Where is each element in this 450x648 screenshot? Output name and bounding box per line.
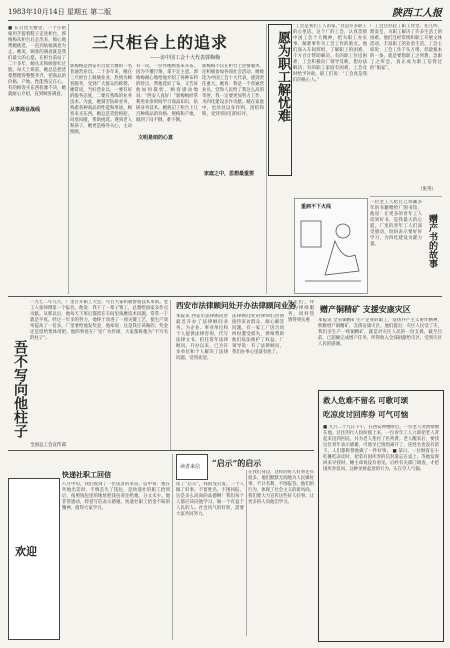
mid-rule <box>8 296 442 297</box>
main-column-3: 郭梅梅不仅在柜台上热情服务，还积极参加各项社会活动。她被选为中国工会十大代表，感到责任重大。她说：我是一个普通营业员，党和人民给了我这么高的荣誉，我一定要更加努力工作，为四化建设多作贡献。她在家庭中，也处处以身作则，团结和睦，受到邻居们的好评。 <box>202 64 264 117</box>
side-head-3: 家庭之中，思想最重要 <box>204 171 255 177</box>
right-box-text: ■ 九月二十九日下午，在西安钟楼附近，一位老人突然晕倒在地。过往的行人纷纷围上来，一位青年工人立即把老人背起来送到医院，并为老人垫付了医药费。老人醒来后，要找这位青年表示感谢，可他早已悄悄离开了，连姓名也没有留下。人们都称赞他做了一件好事。 ■ 某日，一位顾客在小吃摊吃凉皮时，把装有国库券的信封遗忘在桌上。等他发现回来寻找时，摊主却说没有看见。后经有关部门调查，才把国库券追回。这种见财起意的行为，实在令人气恼。 <box>323 425 439 472</box>
divider <box>370 196 442 197</box>
mid-story-col-2: 法律顾问处的律师们热情接待来访群众，耐心解答问题。有一家工厂因合同纠纷遭受损失，律师帮助他们依法维护了权益。厂领导说：有了法律顾问，我们办事心里就有底了。 <box>232 314 284 355</box>
credit-2: 全国总工会宣传部 <box>30 443 66 448</box>
header-rule <box>8 20 442 21</box>
divider <box>68 24 69 294</box>
right-vertical-head: 赠产书的故事 <box>427 214 437 268</box>
enlightenment-text-2: 在我们身边，这样的好人好事还有很多。他们默默无闻地为人民做好事，不计名利，不图报答。他们的行为，体现了社会主义的新风尚。我们要大力宣传这些好人好事，让更多的人向他们学习。 <box>248 470 314 505</box>
divider <box>170 300 171 450</box>
credit-1: （张英） <box>418 187 436 192</box>
cartoon-drawing <box>295 211 367 291</box>
divider <box>266 24 267 294</box>
date-line: 1983年10月14日 星期五 第二版 <box>8 8 112 16</box>
cartoon-illustration <box>294 198 368 294</box>
vertical-headline: 愿为职工解忧难 <box>275 31 290 122</box>
reader-letter-badge <box>176 454 208 480</box>
welcome-logo <box>8 478 60 640</box>
left-vertical-headline: 吾不写向他柱子 <box>12 340 28 438</box>
main-headline: 三尺柜台上的追求 <box>92 33 229 52</box>
poem-title: 快递社职工回信 <box>62 470 111 479</box>
cartoon-caption: 重病不下火线 <box>301 204 332 210</box>
right-column-text: 厂工会还办起了职工食堂、托儿所、理发室，为职工解决了许多生活上的困难。他们还经常组织职工开展文体活动，丰富职工的业余生活。工会主席说：工会工作千头万绪，但最根本的一条，就是要想职工之所想，急职工之所急，真正成为职工信得过的“娘家”。 <box>370 24 442 71</box>
right-vertical-text: 一位老工人把自己珍藏多年的书籍赠给厂图书馆，他说：让更多的青年工人读到好书，是我最大的心愿。厂里的青年工人们深受感动，纷纷表示要好好学习，为四化建设贡献力量。 <box>370 200 422 247</box>
welcome-text: 欢迎 <box>15 545 37 558</box>
right-boxed-article <box>318 390 444 642</box>
kong-article-text: 一九七二年九月，厂里召开职工大会，号召大家积极参加技术革新。老工人张师傅第一个报名。他说：我干了一辈子钳工，总想给国家多作点贡献。从那以后，他每天下班后都留在车间里琢磨技术问题，常常一干就是半夜。经过一年多的努力，他终于改进了一项关键工艺，使生产效率提高了一倍多。厂里要给他发奖金，他却说：这是我应该做的，奖金还是留给集体用吧。他的事迹在厂里广为传颂，大家都称他为“不写名的柱子”。 <box>30 300 168 341</box>
vertical-article-text: “工会是我们工人的家。”这是许多职工的心里话。这个厂的工会，认真贯彻中国工会十大精神，把为职工办实事、解难事作为工会工作的重点。他们深入车间班组，了解职工的困难，千方百计帮助解决。有的职工住房困难，工会积极向厂领导反映，想办法解决；有的职工家庭有困难，工会及时给予补助。职工们说：“工会真是我们的贴心人。” <box>293 24 367 83</box>
left-column-text: ■ 在百货大楼里，一个小姑娘用手提着鞋子走进柜台，郭梅梅从柜台后走出来，细心地帮她挑选，一直到姑娘满意为止。她说，顾客的满意就是我们最大的心愿。在柜台前站了二十多年，她从未和顾客红过脸。每天上班前，她总是把货架整理得整整齐齐，把商品的价格、产地、性能熟记在心。有的顾客买东西犹豫不决，她就耐心介绍，直到顾客满意。 <box>8 26 66 97</box>
main-subtitle: ——访中国工会十大代表郭梅梅 <box>150 55 221 61</box>
main-column-2: 有一次，一位外地顾客来买布，因为不懂行情，拿不定主意。郭梅梅耐心地给他介绍了各种布料的特点，帮他选好了布，又告诉他如何裁剪。顾客感动地说：“西安人真好！”郭梅梅经常利用业余时间学习商品知识，钻研业务技术。她熟记了柜台上几百种商品的价格、规格和产地，做到了问不倒、难不倒。 <box>136 64 198 123</box>
divider <box>246 470 247 636</box>
side-head-1: 从事商业战线 <box>10 107 41 113</box>
poem-text: 八月中旬，我们收到了一位读者的来信，信中说：他在外地出差时，不慎丢失了钱包，是快递社的职工拾到后，按照钱包里的地址把钱包寄还给他，分文未少。他非常感动，特意写信表示感谢。快递社职工拾金不昧的精神，值得大家学习。 <box>62 482 170 511</box>
right-box-title-2: 吃凉皮讨回库券 可气可恼 <box>323 410 409 419</box>
policy-headline: 赠产铜精矿 支援安康灾区 <box>320 304 411 314</box>
masthead: 陕西工人报 <box>392 8 442 19</box>
vertical-headline-box <box>268 24 292 176</box>
divider <box>172 454 173 640</box>
enlightenment-headline: “启示”的启示 <box>212 458 262 468</box>
mid-story-side: 顾主们，拜法为律师服务，同样热情得到实惠 <box>288 300 314 323</box>
lower-rule <box>8 450 314 451</box>
right-box-title-1: 救人危难不留名 可歌可颂 <box>323 396 409 405</box>
page-header <box>8 4 442 18</box>
reader-letter-tag: 读者来信 <box>180 464 201 470</box>
enlightenment-text-1: 读了“启示”，我很受启发。一个人做了好事，不留姓名，不图回报，这是多么高尚的品德啊！我们每个人都应该向他学习，做一个有益于人民的人。社会风气的好转，需要大家共同努力。 <box>176 482 244 517</box>
policy-text: 本报讯 全省铜精矿生产企业的职工，发扬共产主义协作精神，积极增产铜精矿，支援安康灾区。他们提出：灾区人民受了灾，我们多生产一吨铜精矿，就是对灾区人民的一份支援。截至目前，已超额完成增产任务，所得收入全部捐献给灾区，受到灾区人民的感谢。 <box>318 318 442 347</box>
mid-story-headline: 西安市法律顾问处开办法律顾问业务 <box>176 301 296 310</box>
side-head-2: 文明是咱的心意 <box>138 135 174 141</box>
main-column-1: 郭梅梅是西安市百货大楼的一名普通营业员。二十多年来，她在三尺柜台上兢兢业业，热情为顾客服务，受到广大群众的称赞。她常说，当好营业员，一要有好的服务态度，二要有熟练的业务技术。为此，她刻苦钻研业务，熟悉各种商品的性能和用途。顾客来买东西，她总是笑脸相迎，问寒问暖，帮助挑选。遇到老人和孩子，她更是格外关心，主动照顾。 <box>70 64 132 135</box>
mid-story-col-1: 本报讯 西安市法律顾问处最近开办了法律顾问业务。为企业、事业单位和个人提供法律咨询，代写法律文书，担任常年法律顾问。开办以来，已为许多单位和个人解决了法律问题，受到欢迎。 <box>176 314 228 361</box>
